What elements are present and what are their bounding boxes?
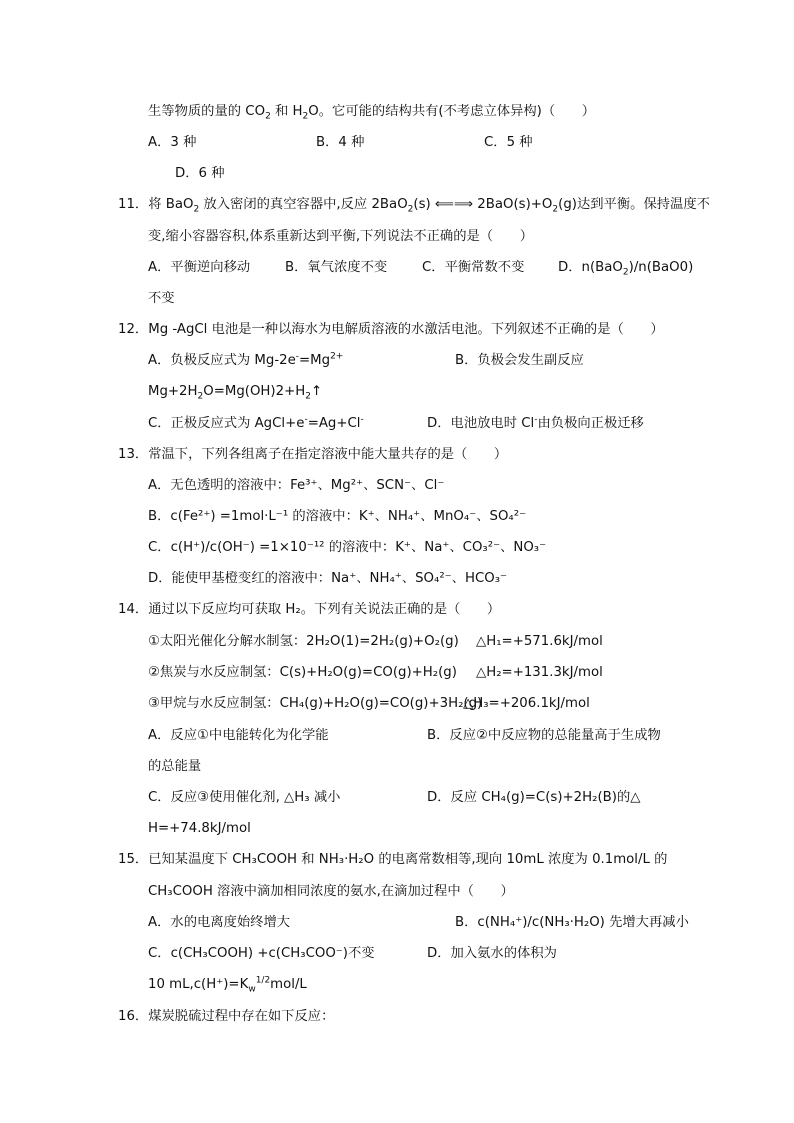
q10-option-b: B．4 种 (316, 135, 365, 150)
q10-stem-continuation: 生等物质的量的 $CO_2$ 和 $H_2O$。它可能的结构共有(不考虑立体异构)（ ） (148, 104, 596, 122)
q12-option-a: A．负极反应式为 $Mg-2e^-=Mg^{2+}$ (148, 351, 344, 368)
q12-option-b-continuation: $Mg+2H_2O=Mg(OH)2+H_2↑$ (148, 384, 323, 402)
q14-option-d-continuation: H=+74.8kJ/mol (148, 821, 251, 836)
q13-option-d: D．能使甲基橙变红的溶液中：Na⁺、NH₄⁺、SO₄²⁻、HCO₃⁻ (148, 571, 508, 586)
q12-option-c: C．正极反应式为 AgCl+e-=Ag+Cl- (148, 414, 364, 431)
q14-option-c: C．反应③使用催化剂, △H₃ 减小 (148, 790, 341, 805)
q14-reaction-2-enthalpy: △H₂=+131.3kJ/mol (476, 665, 603, 680)
q14-option-a: A．反应①中电能转化为化学能 (148, 728, 329, 743)
q12-option-d: D．电池放电时 Cl-由负极向正极迁移 (427, 414, 644, 431)
q11-stem: 11．将 BaO$_2$ 放入密闭的真空容器中,反应 2BaO$_2$(s) ⟸⟹ $2BaO(s)+O_2(g)$达到平衡。保持温度不 (118, 197, 710, 215)
q10-option-d: D．6 种 (175, 166, 225, 181)
q16-stem: 16．煤炭脱硫过程中存在如下反应： (118, 1009, 335, 1024)
q11-option-c: C．平衡常数不变 (422, 260, 525, 275)
q14-option-b-continuation: 的总能量 (148, 759, 202, 774)
q14-option-b: B．反应②中反应物的总能量高于生成物 (427, 728, 661, 743)
q14-option-d: D．反应 CH₄(g)=C(s)+2H₂(B)的△ (427, 790, 641, 805)
q13-option-a: A．无色透明的溶液中：Fe³⁺、Mg²⁺、SCN⁻、Cl⁻ (148, 478, 445, 493)
q13-stem: 13．常温下，下列各组离子在指定溶液中能大量共存的是（ ） (118, 447, 508, 462)
q14-reaction-3-enthalpy: △H₃=+206.1kJ/mol (463, 696, 590, 711)
q14-reaction-2: ②焦炭与水反应制氢：C(s)+H₂O(g)=CO(g)+H₂(g) (148, 665, 457, 680)
q15-option-d-continuation: 10 $mL,c(H^+)=K_w^{1/2}mol/L$ (148, 975, 307, 995)
q15-stem: 15．已知某温度下 CH₃COOH 和 NH₃·H₂O 的电离常数相等,现向 10mL 浓度为 0.1mol/L 的 (118, 852, 668, 867)
q14-reaction-1-enthalpy: △H₁=+571.6kJ/mol (476, 634, 603, 649)
q13-option-c: C．c(H⁺)/c(OH⁻) =1×10⁻¹² 的溶液中：K⁺、Na⁺、CO₃²⁻、NO₃⁻ (148, 540, 547, 555)
q15-option-a: A．水的电离度始终增大 (148, 915, 291, 930)
q15-option-d: D．加入氨水的体积为 (427, 946, 557, 961)
q10-option-c: C．5 种 (484, 135, 533, 150)
q14-stem: 14．通过以下反应均可获取 H₂。下列有关说法正确的是（ ） (118, 602, 501, 617)
q11-option-d: D．n(BaO$_2$)/n(BaO0) (558, 260, 694, 278)
q11-option-b: B．氧气浓度不变 (285, 260, 388, 275)
q12-option-b: B．负极会发生副反应 (455, 353, 584, 368)
q11-stem-line2: 变,缩小容器容积,体系重新达到平衡,下列说法不正确的是（ ） (148, 229, 533, 244)
q14-reaction-1: ①太阳光催化分解水制氢：2H₂O(1)=2H₂(g)+O₂(g) (148, 634, 459, 649)
q11-option-d-continuation: 不变 (148, 291, 175, 306)
q11-option-a: A．平衡逆向移动 (148, 260, 251, 275)
q13-option-b: B．c(Fe²⁺) =1mol·L⁻¹ 的溶液中：K⁺、NH₄⁺、MnO₄⁻、SO₄²⁻ (148, 509, 527, 524)
q15-stem-line2: CH₃COOH 溶液中滴加相同浓度的氨水,在滴加过程中（ ） (148, 884, 514, 899)
q15-option-b: B．c(NH₄⁺)/c(NH₃·H₂O) 先增大再减小 (455, 915, 689, 930)
q15-option-c: C．c(CH₃COOH) +c(CH₃COO⁻)不变 (148, 946, 375, 961)
q12-stem: 12．Mg -AgCl 电池是一种以海水为电解质溶液的水激活电池。下列叙述不正确的是（ ） (118, 322, 664, 337)
q14-reaction-3: ③甲烷与水反应制氢：CH₄(g)+H₂O(g)=CO(g)+3H₂(g) (148, 696, 483, 711)
q10-option-a: A．3 种 (148, 135, 197, 150)
